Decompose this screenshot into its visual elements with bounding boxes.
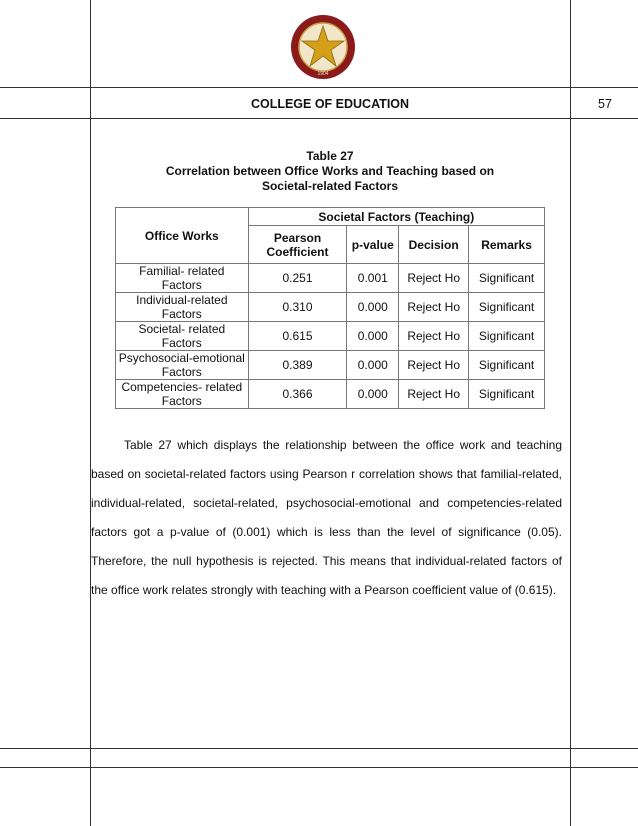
table-row xyxy=(116,264,545,293)
header-office-works: Office Works xyxy=(116,208,249,264)
pearson-cell: 0.310 xyxy=(248,293,347,322)
decision-cell: Reject Ho xyxy=(399,380,469,409)
pearson-cell: 0.251 xyxy=(248,264,347,293)
header-societal-factors: Societal Factors (Teaching) xyxy=(248,208,544,226)
p-value-cell: 0.000 xyxy=(347,293,399,322)
discussion-paragraph: Table 27 which displays the relationship between the office work and teaching based on societal-related factors using Pearson r correlation shows that familial-related, individual-related, societal-related, psychosocial-emotional and competencies-related factors got a p-value of (0.001) which is less than the level of significance (0.05). Therefore, the null hypothesis is rejected. This means that individual-related factors of the office work relates strongly with teaching with a Pearson coefficient value of (0.615). xyxy=(91,438,562,597)
p-value-cell: 0.000 xyxy=(347,351,399,380)
decision-cell: Reject Ho xyxy=(399,351,469,380)
factor-cell: Individual-related Factors xyxy=(116,293,249,322)
table-row xyxy=(116,322,545,351)
right-margin-line xyxy=(570,0,571,826)
table-row xyxy=(116,351,545,380)
footer-line-bottom xyxy=(0,767,638,768)
factor-cell: Psychosocial-emotional Factors xyxy=(116,351,249,380)
header-decision: Decision xyxy=(399,226,469,264)
table-caption-line1: Correlation between Office Works and Teaching based on xyxy=(165,164,495,178)
seal-year: 1904 xyxy=(317,71,329,77)
pearson-cell: 0.389 xyxy=(248,351,347,380)
decision-cell: Reject Ho xyxy=(399,293,469,322)
footer-line-top xyxy=(0,748,638,749)
decision-cell: Reject Ho xyxy=(399,322,469,351)
remarks-cell: Significant xyxy=(469,264,545,293)
left-margin-line xyxy=(90,0,91,826)
remarks-cell: Significant xyxy=(469,322,545,351)
remarks-cell: Significant xyxy=(469,293,545,322)
pearson-cell: 0.366 xyxy=(248,380,347,409)
header-pearson-coefficient: Pearson Coefficient xyxy=(248,226,347,264)
table-caption-line2: Societal-related Factors xyxy=(261,179,399,193)
p-value-cell: 0.001 xyxy=(347,264,399,293)
decision-cell: Reject Ho xyxy=(399,264,469,293)
page-number: 57 xyxy=(598,97,612,111)
p-value-cell: 0.000 xyxy=(347,322,399,351)
header-p-value: p-value xyxy=(347,226,399,264)
factor-cell: Societal- related Factors xyxy=(116,322,249,351)
p-value-cell: 0.000 xyxy=(347,380,399,409)
table-row xyxy=(116,380,545,409)
factor-cell: Familial- related Factors xyxy=(116,264,249,293)
header-top-line xyxy=(0,87,638,88)
remarks-cell: Significant xyxy=(469,380,545,409)
remarks-cell: Significant xyxy=(469,351,545,380)
header-title: COLLEGE OF EDUCATION xyxy=(250,97,410,111)
correlation-table xyxy=(115,207,545,409)
table-row xyxy=(116,293,545,322)
table-number: Table 27 xyxy=(306,149,354,163)
factor-cell: Competencies- related Factors xyxy=(116,380,249,409)
header-bottom-line xyxy=(0,118,638,119)
university-seal-icon xyxy=(290,14,356,80)
pearson-cell: 0.615 xyxy=(248,322,347,351)
header-remarks: Remarks xyxy=(469,226,545,264)
